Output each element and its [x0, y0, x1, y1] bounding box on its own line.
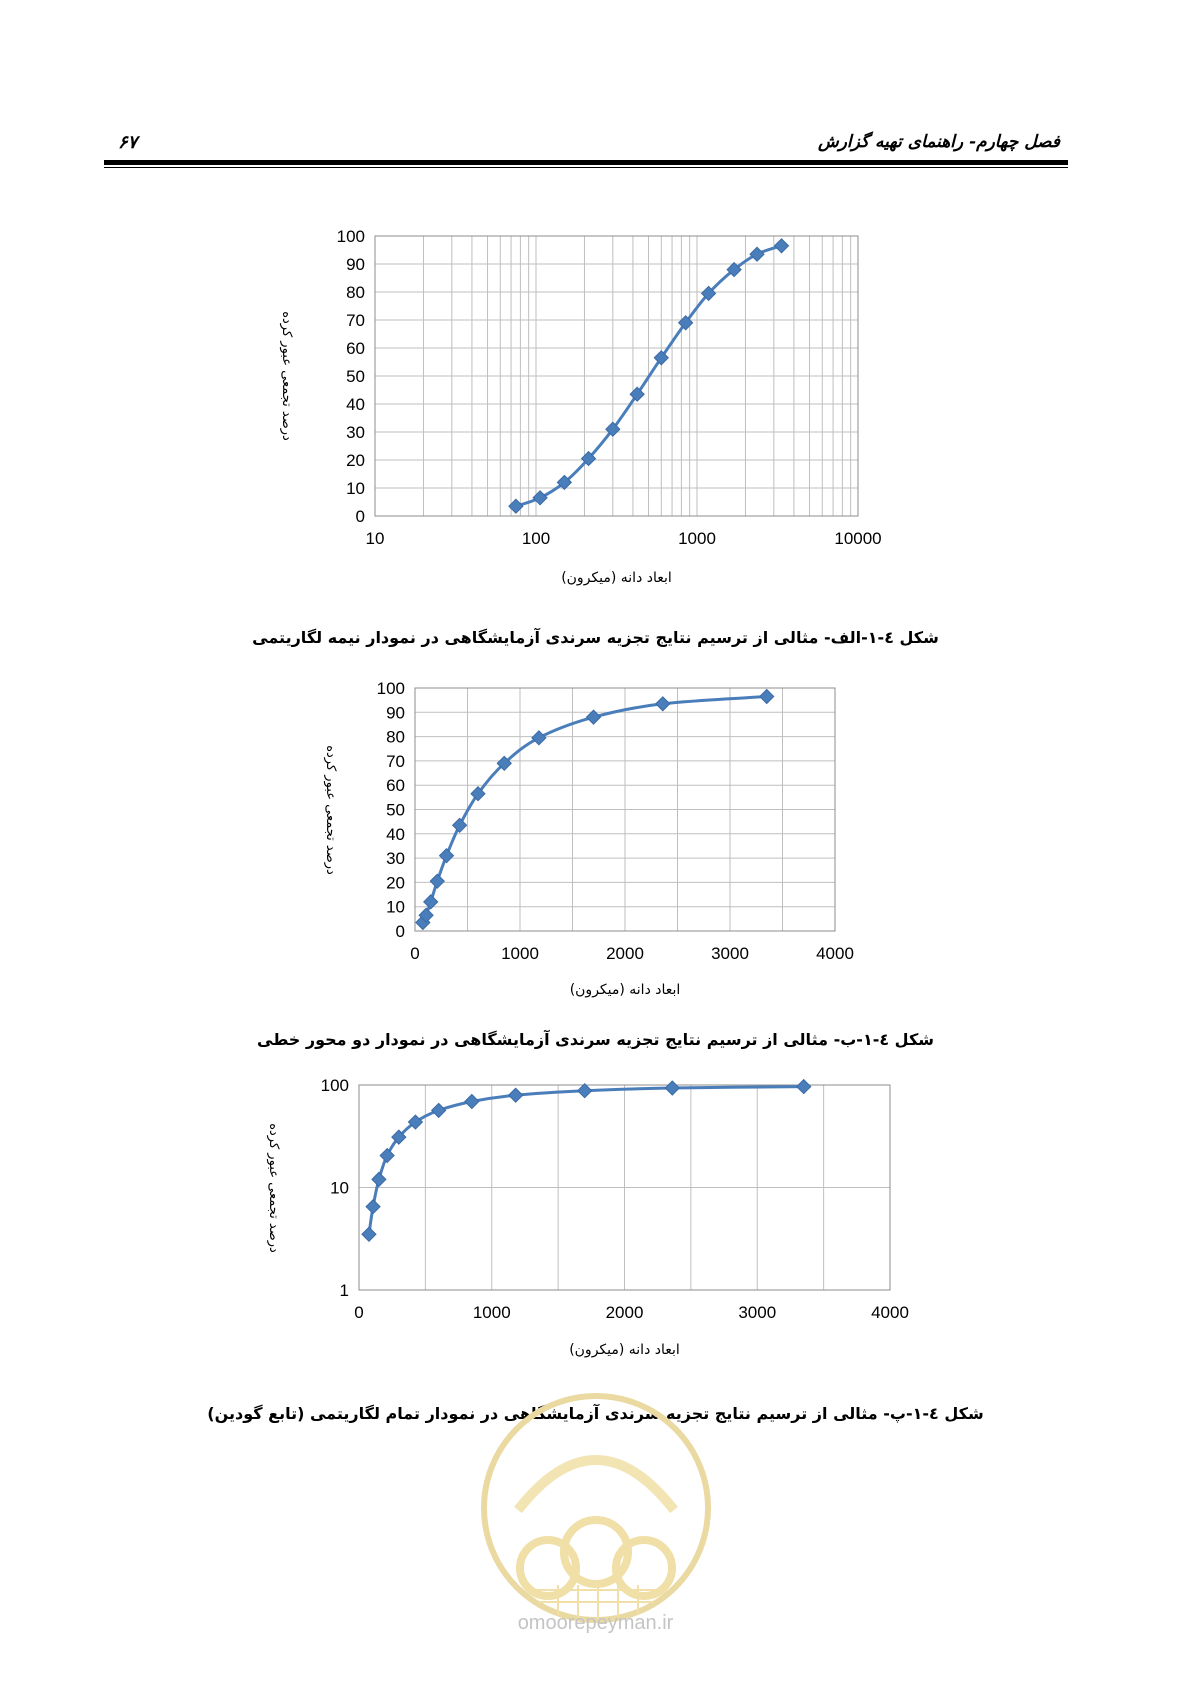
data-point — [797, 1080, 811, 1094]
y-axis-label: درصد تجمعی عبور کرده — [323, 745, 338, 875]
y-tick-label: 90 — [386, 703, 405, 723]
data-point — [760, 690, 774, 704]
data-point — [665, 1081, 679, 1095]
y-axis-label: درصد تجمعی عبور کرده — [279, 311, 294, 441]
x-tick-label: 3000 — [738, 1303, 777, 1322]
x-axis-label: ابعاد دانه (میکرون) — [569, 1342, 680, 1358]
y-tick-label: 30 — [386, 849, 405, 869]
chapter-title: فصل چهارم- راهنمای تهیه گزارش — [817, 132, 1060, 152]
y-tick-label: 60 — [386, 776, 405, 796]
figure-caption-b: شکل ٤-١-ب- مثالی از ترسیم نتایج تجزیه سرندی آزمایشگاهی در نمودار دو محور خطی — [257, 1030, 934, 1049]
page-header — [0, 0, 1191, 175]
data-point — [372, 1172, 386, 1186]
watermark-url: omoorepeyman.ir — [517, 1612, 674, 1634]
x-tick-label: 1000 — [501, 944, 539, 963]
header-rule-thin — [104, 167, 1068, 168]
data-point — [775, 239, 789, 253]
y-tick-label: 50 — [346, 367, 365, 386]
x-tick-label: 0 — [410, 944, 420, 963]
x-tick-label: 0 — [354, 1303, 364, 1322]
data-point — [532, 731, 546, 745]
y-tick-label: 1 — [339, 1281, 349, 1300]
y-tick-label: 10 — [330, 1178, 349, 1198]
data-point — [432, 1103, 446, 1117]
watermark-seal — [478, 1390, 714, 1626]
y-tick-label: 0 — [395, 922, 405, 941]
y-tick-label: 50 — [386, 800, 405, 820]
data-point — [430, 874, 444, 888]
y-tick-label: 100 — [336, 227, 365, 246]
y-tick-label: 20 — [346, 451, 365, 470]
figure-caption-a: شکل ٤-١-الف- مثالی از ترسیم نتایج تجزیه سرندی آزمایشگاهی در نمودار نیمه لگاریتمی — [252, 628, 939, 647]
x-tick-label: 1000 — [678, 529, 716, 548]
x-tick-label: 10000 — [834, 529, 882, 548]
y-tick-label: 70 — [386, 751, 405, 771]
chart-linear — [0, 668, 1191, 998]
chart-semilog — [0, 200, 1191, 586]
plot-grid — [415, 688, 835, 931]
plot-grid — [375, 236, 858, 516]
y-tick-label: 0 — [355, 507, 365, 526]
data-point — [362, 1227, 376, 1241]
data-point — [578, 1084, 592, 1098]
x-tick-label: 1000 — [472, 1303, 511, 1322]
y-tick-label: 40 — [386, 824, 405, 844]
y-tick-label: 60 — [346, 339, 365, 358]
data-point — [440, 849, 454, 863]
figure-caption-c: شکل ٤-١-پ- مثالی از ترسیم نتایج تجزیه سرندی آزمایشگاهی در نمودار تمام لگاریتمی (تابع گودین) — [207, 1404, 984, 1423]
y-tick-label: 10 — [386, 897, 405, 917]
x-tick-label: 10 — [365, 529, 385, 548]
x-axis-label: ابعاد دانه (میکرون) — [561, 570, 672, 586]
y-tick-label: 100 — [376, 679, 405, 698]
y-tick-label: 10 — [346, 479, 365, 498]
data-point — [750, 247, 764, 261]
y-tick-label: 40 — [346, 395, 365, 414]
data-point — [509, 1088, 523, 1102]
x-tick-label: 4000 — [871, 1303, 909, 1322]
x-tick-label: 3000 — [711, 944, 749, 963]
header-rule — [104, 160, 1068, 165]
x-axis-label: ابعاد دانه (میکرون) — [569, 982, 681, 998]
y-tick-label: 100 — [320, 1076, 349, 1095]
data-point — [366, 1200, 380, 1214]
chart-log-log — [0, 1068, 1191, 1388]
data-point — [533, 491, 547, 505]
x-tick-label: 2000 — [605, 1303, 644, 1322]
y-tick-label: 70 — [346, 311, 365, 330]
data-point — [453, 818, 467, 832]
page-number: ۶۷ — [118, 132, 138, 153]
x-tick-label: 4000 — [816, 944, 854, 963]
y-axis-label: درصد تجمعی عبور کرده — [266, 1123, 281, 1253]
data-point — [656, 697, 670, 711]
y-tick-label: 20 — [386, 873, 405, 893]
data-point — [465, 1095, 479, 1109]
x-tick-label: 100 — [521, 529, 551, 548]
y-tick-label: 80 — [386, 727, 405, 747]
y-tick-label: 30 — [346, 423, 365, 442]
data-point — [380, 1149, 394, 1163]
x-tick-label: 2000 — [606, 944, 644, 963]
y-tick-label: 80 — [346, 283, 365, 302]
y-tick-label: 90 — [346, 255, 365, 274]
